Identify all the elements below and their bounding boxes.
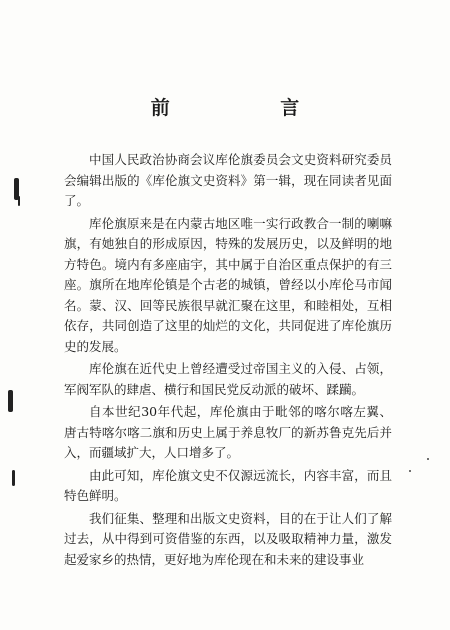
paragraph-3: 库伦旗在近代史上曾经遭受过帝国主义的入侵、占领，军阀军队的肆虐、横行和国民党反动派的破坏、蹂躏。 xyxy=(64,361,392,397)
paragraph-6: 我们征集、整理和出版文史资料，目的在于让人们了解过去，从中得到可资借鉴的东西，以及吸取精神力量，激发起爱家乡的热情，更好地为库伦现在和未来的建设事业 xyxy=(64,510,392,567)
binding-mark xyxy=(18,196,20,206)
page-title: 前 言 xyxy=(150,97,352,119)
paragraph-4: 自本世纪30年代起，库伦旗由于毗邻的喀尔喀左翼、唐古特喀尔喀二旗和历史上属于养息牧厂的新苏鲁克先后并入，而疆域扩大，人口增多了。 xyxy=(64,404,392,460)
binding-mark xyxy=(8,390,13,412)
binding-mark xyxy=(12,470,15,486)
paragraph-2: 库伦旗原来是在内蒙古地区唯一实行政教合一制的喇嘛旗，有她独自的形成原因，特殊的发展历史，以及鲜明的地方特色。境内有多座庙宇，其中属于自治区重点保护的有三座。旗所在地库伦镇是个古老的城镇，曾经以小库伦马市闻名。蒙、汉、回等民族很早就汇聚在这里，和睦相处，互相依存，共同创造了这里的灿烂的文化，共同促进了库伦旗历史的发展。 xyxy=(64,215,392,354)
paragraph-5: 由此可知，库伦旗文史不仅源远流长，内容丰富，而且特色鲜明。 xyxy=(64,467,392,503)
scan-speck xyxy=(409,470,411,472)
paragraph-1: 中国人民政治协商会议库伦旗委员会文史资料研究委员会编辑出版的《库伦旗文史资料》第一辑，现在同读者见面了。 xyxy=(64,152,392,208)
scan-speck xyxy=(427,458,429,460)
preface-body xyxy=(64,150,392,572)
